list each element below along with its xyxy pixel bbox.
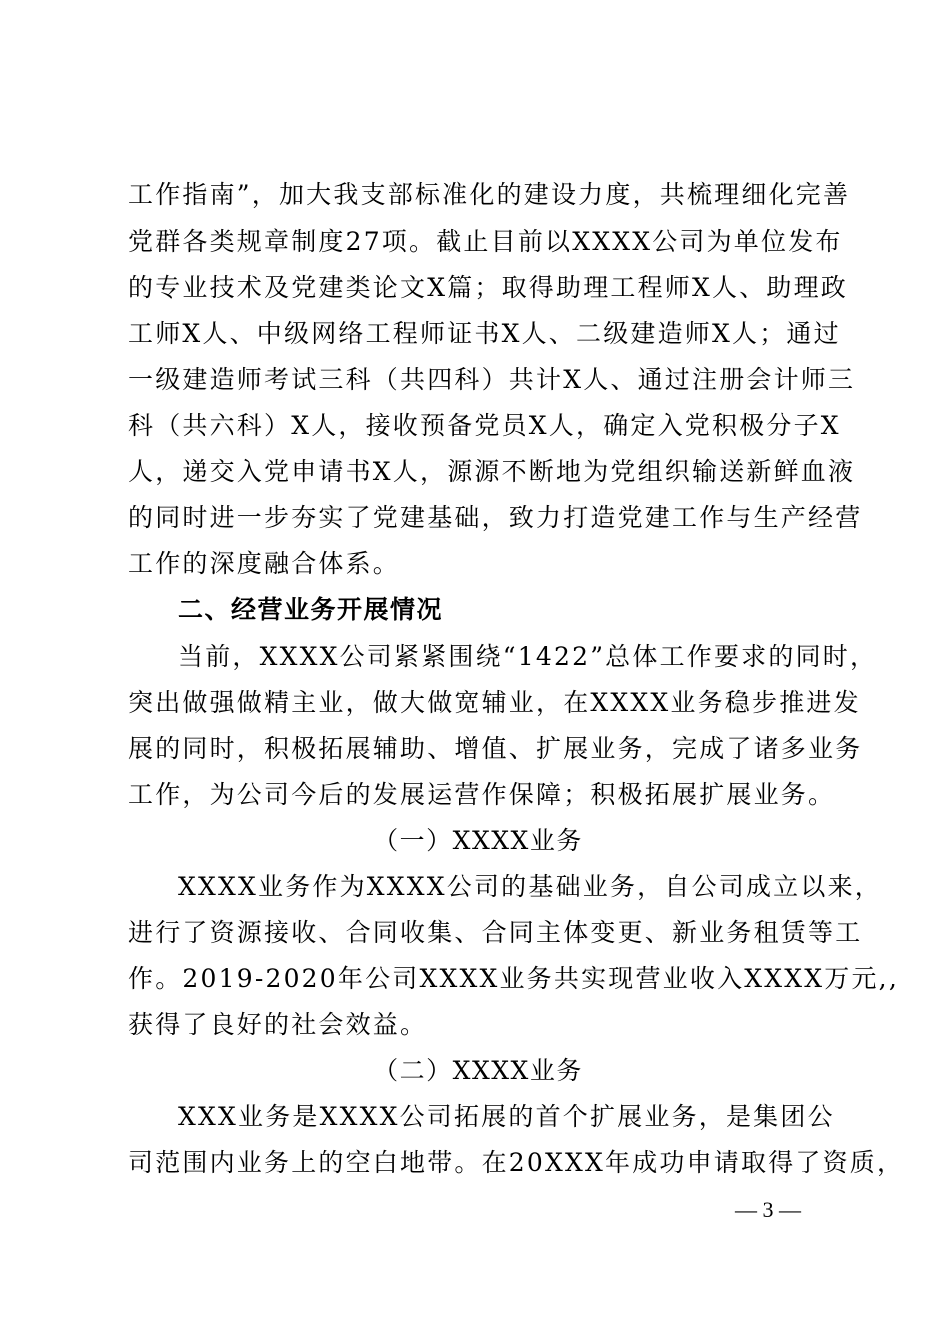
body-text-line: 人，递交入党申请书X人，源源不断地为党组织输送新鲜血液 — [128, 457, 856, 486]
body-text-line: 获得了良好的社会效益。 — [128, 1010, 428, 1039]
body-text-line: 的专业技术及党建类论文X篇；取得助理工程师X人、助理政 — [128, 273, 848, 302]
body-text-line: 一级建造师考试三科（共四科）共计X人、通过注册会计师三 — [128, 365, 856, 394]
body-text-line: XXXX业务作为XXXX公司的基础业务，自公司成立以来， — [178, 872, 882, 901]
body-text-line: 党群各类规章制度27项。截止目前以XXXX公司为单位发布 — [128, 227, 843, 256]
body-text-line: 的同时进一步夯实了党建基础，致力打造党建工作与生产经营 — [128, 503, 863, 532]
body-text-line: 进行了资源接收、合同收集、合同主体变更、新业务租赁等工 — [128, 918, 863, 947]
body-text-line: 作。2019-2020年公司XXXX业务共实现营业收入XXXX万元,, — [128, 964, 899, 993]
body-text-line: 司范围内业务上的空白地带。在20XXX年成功申请取得了资质， — [128, 1148, 905, 1177]
body-text-line: 工师X人、中级网络工程师证书X人、二级建造师X人；通过 — [128, 319, 841, 348]
section-heading: 二、经营业务开展情况 — [178, 595, 444, 624]
body-text-line: XXX业务是XXXX公司拓展的首个扩展业务，是集团公 — [178, 1102, 835, 1131]
body-text-line: 突出做强做精主业，做大做宽辅业，在XXXX业务稳步推进发 — [128, 688, 861, 717]
body-text-line: 工作指南”，加大我支部标准化的建设力度，共梳理细化完善 — [128, 180, 851, 209]
body-text-line: 工作，为公司今后的发展运营作保障；积极拓展扩展业务。 — [128, 780, 836, 809]
subsection-heading: （一）XXXX业务 — [373, 826, 583, 855]
body-text-line: 展的同时，积极拓展辅助、增值、扩展业务，完成了诸多业务 — [128, 734, 863, 763]
body-text-line: 当前，XXXX公司紧紧围绕“1422”总体工作要求的同时， — [178, 642, 878, 671]
body-text-line: 科（共六科）X人，接收预备党员X人，确定入党积极分子X — [128, 411, 841, 440]
body-text-line: 工作的深度融合体系。 — [128, 549, 401, 578]
page-number: — 3 — — [735, 1197, 801, 1222]
subsection-heading: （二）XXXX业务 — [373, 1056, 583, 1085]
